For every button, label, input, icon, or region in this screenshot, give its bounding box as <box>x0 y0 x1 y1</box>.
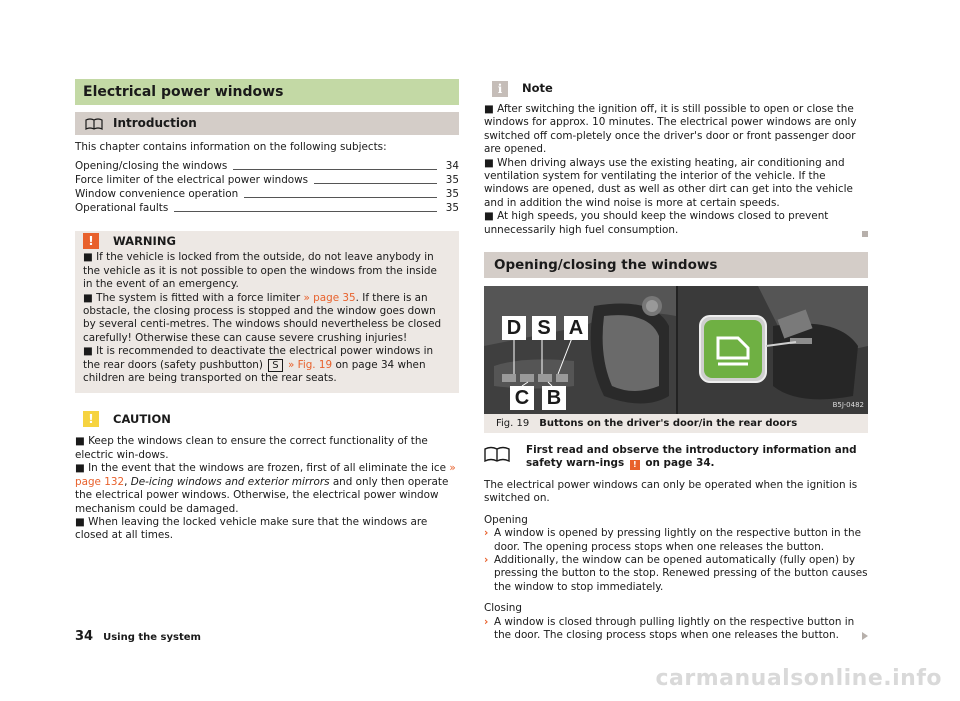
first-read-notice: First read and observe the introductory information and safety warn-ings ! on page 34. <box>484 444 868 471</box>
continue-arrow-icon <box>862 632 868 640</box>
rear-door-illustration <box>678 286 868 414</box>
exclamation-icon: ! <box>630 460 640 470</box>
figure-caption <box>484 414 868 433</box>
label-s: S <box>532 316 556 340</box>
book-icon <box>85 118 103 130</box>
chevron-right-icon: › <box>484 615 489 628</box>
warning-bullet: ■ The system is fitted with a force limiter » page 35. If there is an obstacle, the closing process is stopped and the window goes down by several centi-metres. The windows should nevertheless be closed carefully! Otherwise these can cause severe crushing injuries! <box>83 291 442 344</box>
exclamation-icon: ! <box>83 411 99 427</box>
figure-code: B5J-0482 <box>832 400 864 409</box>
page-number: 34 <box>75 629 94 644</box>
toc-item[interactable]: Window convenience operation 35 <box>75 188 459 200</box>
figure-link[interactable]: » Fig. 19 <box>287 358 333 371</box>
note-body <box>484 103 868 237</box>
label-d: D <box>502 316 526 340</box>
chevron-right-icon: › <box>484 553 489 566</box>
book-icon <box>484 446 510 462</box>
caution-body <box>75 435 459 542</box>
intro-text: This chapter contains information on the following subjects: <box>75 141 387 153</box>
exclamation-icon: ! <box>83 233 99 249</box>
step-item: › A window is closed through pulling lightly on the respective button in the door. The closing process stops when one releases the button. <box>484 616 868 643</box>
toc-leader <box>233 169 437 170</box>
caution-bullet: ■ Keep the windows clean to ensure the correct functionality of the electric win-dows. <box>75 435 428 461</box>
safety-button-key: S <box>268 359 282 372</box>
note-bullet: ■ When driving always use the existing heating, air conditioning and ventilation system for ventilating the interior of the vehicle. If the windows are opened, dust as well as other dirt can get into the vehicle and in addition the wind noise is more at certain speeds. <box>484 156 853 209</box>
closing-heading: Closing <box>484 602 522 615</box>
warning-body <box>81 251 449 385</box>
warning-title: WARNING <box>113 233 176 248</box>
toc-leader <box>244 197 437 198</box>
step-item: › A window is opened by pressing lightly on the respective button in the door. The opening process stops when one releases the button. <box>484 527 861 553</box>
page-link[interactable]: » page 132 <box>75 462 456 488</box>
toc-leader <box>174 211 437 212</box>
page-link[interactable]: » page 35 <box>303 291 356 304</box>
caution-title: CAUTION <box>113 411 171 426</box>
warning-bullet: ■ It is recommended to deactivate the electrical power windows in the rear doors (safety pushbutton) S » Fig. 19 on page 34 when children are being transported on the rear seats. <box>83 345 434 385</box>
footer-section: Using the system <box>103 632 201 643</box>
right-column <box>484 79 868 642</box>
end-of-section-icon <box>862 231 868 237</box>
label-c: C <box>510 386 534 410</box>
note-bullet: ■ After switching the ignition off, it is still possible to open or close the windows for approx. 10 minutes. The electrical power windows are only switched off com-pletely once the driver's door or front passenger door are opened. <box>484 103 857 156</box>
intro-title: Introduction <box>113 116 197 130</box>
chapter-title: Electrical power windows <box>75 79 459 105</box>
label-a: A <box>564 316 588 340</box>
toc-item[interactable]: Operational faults 35 <box>75 202 459 214</box>
note-header <box>484 79 868 99</box>
caution-bullet: ■ In the event that the windows are frozen, first of all eliminate the ice » page 132, De-icing windows and exterior mirrors and only then operate the electrical power windows. Otherwise, the electrical power window mechanism could be damaged. <box>75 462 456 515</box>
toc <box>75 159 459 215</box>
label-b: B <box>542 386 566 410</box>
figure-caption-text: Buttons on the driver's door/in the rear doors <box>539 417 798 429</box>
info-icon: i <box>492 81 508 97</box>
figure-number: Fig. 19 <box>496 417 530 429</box>
page-footer <box>75 630 201 644</box>
chevron-right-icon: › <box>484 527 489 540</box>
opening-heading: Opening <box>484 513 528 526</box>
caution-bullet: ■ When leaving the locked vehicle make sure that the windows are closed at all times. <box>75 515 428 542</box>
caution-box <box>75 409 459 542</box>
toc-item[interactable]: Force limiter of the electrical power windows 35 <box>75 174 459 186</box>
figure-19 <box>484 286 868 414</box>
caution-header <box>75 409 459 429</box>
left-column <box>75 79 459 543</box>
intro-heading <box>75 112 459 135</box>
section-title: Opening/closing the windows <box>484 252 868 278</box>
step-item: › Additionally, the window can be opened automatically (fully open) by pressing the button to the stop. Renewed pressing of the button causes the window to stop immediately. <box>484 553 868 593</box>
toc-leader <box>314 183 437 184</box>
warning-box <box>75 231 459 393</box>
driver-door-photo <box>484 286 676 414</box>
toc-item[interactable]: Opening/closing the windows 34 <box>75 160 459 172</box>
warning-bullet: ■ If the vehicle is locked from the outside, do not leave anybody in the vehicle as it is not possible to open the windows from the inside in the event of an emergency. <box>83 251 437 291</box>
rear-door-photo <box>678 286 868 414</box>
note-title: Note <box>522 81 553 96</box>
note-bullet: ■ At high speeds, you should keep the windows closed to prevent unnecessarily high fuel consumption. <box>484 210 829 236</box>
warning-header <box>81 231 449 251</box>
paragraph: The electrical power windows can only be operated when the ignition is switched on. <box>484 478 858 505</box>
watermark: carmanualsonline.info <box>655 666 942 691</box>
